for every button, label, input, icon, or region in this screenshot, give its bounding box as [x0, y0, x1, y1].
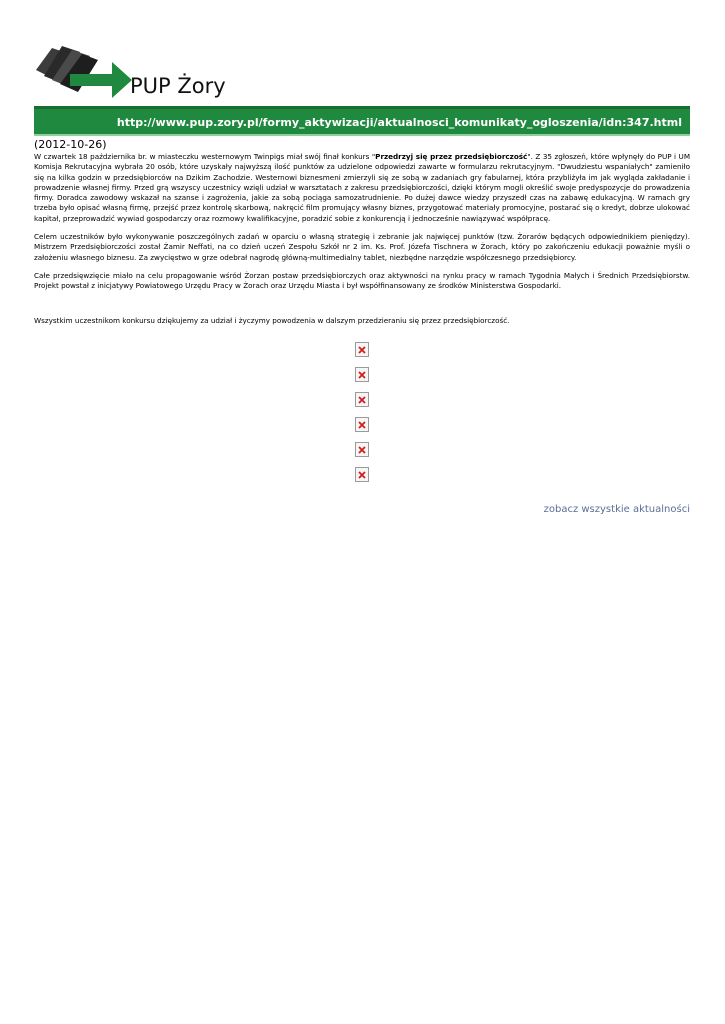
image-gallery — [355, 342, 371, 492]
url-banner — [34, 106, 690, 136]
all-news-link[interactable]: zobacz wszystkie aktualności — [543, 504, 690, 515]
article-content — [34, 138, 690, 334]
paragraph-1-rest: ". Z 35 zgłoszeń, które wpłynęły do PUP i UM Komisja Rekrutacyjna wybrała 20 osób, które uzyskały najwyższą ilość punktów za udzielone odpowiedzi zawarte w formularzu rekrutacyjnym. "Dwudziestu wspaniałych" zamieniło się na kilka godzin w przedsiębiorców na Dzikim Zachodzie. Westernowi biznesmeni zmierzyli się ze sobą w zadaniach gry fabularnej, która przybliżyła im jak wygląda zakładanie i prowadzenie własnej firmy. Przed grą wszyscy uczestnicy wzięli udział w warsztatach z zakresu przedsiębiorczości, dzięki którym mogli określić swoje predyspozycje do prowadzenia firmy. Doradca zawodowy wskazał na szanse i zagrożenia, jakie za sobą pociąga samozatrudnienie. Po dużej dawce wiedzy przyszedł czas na zabawę edukacyjną. W ramach gry trzeba było opisać własną firmę, przejść przez kontrolę skarbową, nakręcić film promujący własny biznes, przygotować materiały promocyjne, postarać się o kredyt, dobrze ulokować kapitał, przeprowadzić wywiad gospodarczy oraz rozmowy kwalifikacyjne, poradzić sobie z konkurencją i jednocześnie nawiązywać współpracę. — [34, 152, 691, 223]
article-paragraph-4: Wszystkim uczestnikom konkursu dziękujemy za udział i życzymy powodzenia w dalszym przedzieraniu się przez przedsiębiorczość. — [34, 315, 510, 325]
broken-image-icon[interactable] — [355, 417, 369, 432]
broken-image-icon[interactable] — [355, 392, 369, 407]
article-paragraph-2: Celem uczestników było wykonywanie poszczególnych zadań w oparciu o własną strategię i zebranie jak najwięcej punktów (tzw. Żorarów będących odpowiednikiem pieniędzy). Mistrzem Przedsiębiorczości został Żamir Neffati, na co dzień uczeń Zespołu Szkół nr 2 im. Ks. Prof. Józefa Tischnera w Żorach, który po zakończeniu edukacji poważnie myśli o założeniu własnego biznesu. Za zwycięstwo w grze odebrał nagrodę główną-multimedialny tablet, niezbędne narzędzie współczesnego przedsiębiorcy. — [34, 232, 690, 262]
page-header — [34, 40, 694, 102]
broken-image-icon[interactable] — [355, 442, 369, 457]
broken-image-icon[interactable] — [355, 342, 369, 357]
article-paragraph-1 — [34, 152, 690, 224]
page-url: http://www.pup.zory.pl/formy_aktywizacji/aktualnosci_komunikaty_ogloszenia/idn:347.html — [116, 116, 682, 129]
article-paragraph-3: Całe przedsięwzięcie miało na celu propagowanie wśród Żorzan postaw przedsiębiorczych oraz aktywności na rynku pracy w ramach Tygodnia Małych i Średnich Przedsiębiorstw. Projekt powstał z inicjatywy Powiatowego Urzędu Pracy w Żorach oraz Urzędu Miasta i był współfinansowany ze środków Ministerstwa Gospodarki. — [34, 270, 690, 291]
broken-image-icon[interactable] — [355, 467, 369, 482]
contest-name: Przedrzyj się przez przedsiębiorczość — [375, 152, 528, 161]
green-arrow-cards-logo-icon — [34, 40, 134, 100]
paragraph-1-start: W czwartek 18 października br. w miasteczku westernowym Twinpigs miał swój finał konkurs " — [34, 152, 376, 161]
broken-image-icon[interactable] — [355, 367, 369, 382]
article-date: (2012-10-26) — [34, 138, 107, 151]
site-name: PUP Żory — [130, 74, 226, 98]
